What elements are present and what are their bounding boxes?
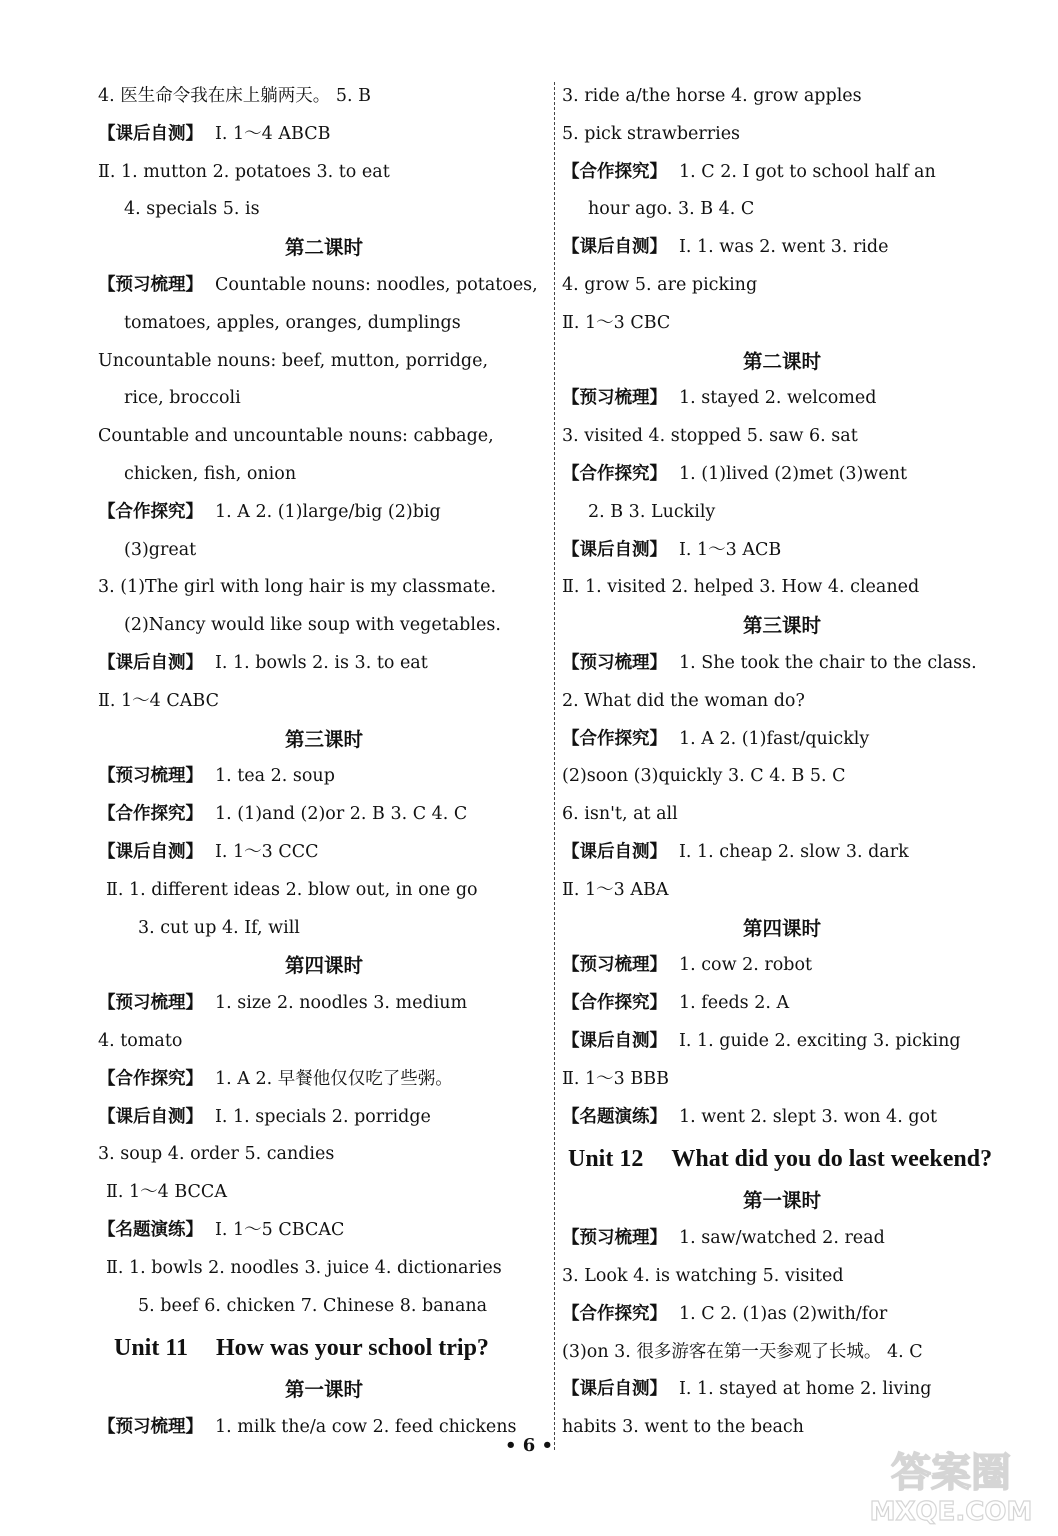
unit-name: What did you do last weekend?	[671, 1146, 993, 1173]
section-line	[562, 1220, 1002, 1258]
unit-title	[562, 1136, 1002, 1182]
section-line	[98, 1061, 550, 1099]
watermark-logo	[856, 1440, 1046, 1530]
answer-line	[98, 532, 550, 570]
answer-line	[98, 1250, 550, 1288]
answer-line	[98, 1136, 550, 1174]
answer-text: Ⅱ. 1. bowls 2. noodles 3. juice 4. dictionaries	[106, 1257, 502, 1278]
answer-text: 1. (1)lived (2)met (3)went	[679, 463, 908, 484]
section-tag: 【合作探究】	[562, 993, 667, 1014]
answer-text: Ⅰ. 1. specials 2. porridge	[215, 1106, 431, 1127]
answer-text: chicken, fish, onion	[124, 463, 297, 484]
answer-text: Ⅱ. 1～4 CABC	[98, 690, 219, 711]
answer-line	[562, 1334, 1002, 1372]
answer-line	[562, 796, 1002, 834]
section-tag: 【课后自测】	[562, 1379, 667, 1400]
section-line	[98, 1099, 550, 1137]
answer-text: 1. feeds 2. A	[679, 993, 790, 1014]
answer-text: (3)great	[124, 539, 197, 560]
answer-text: 1. tea 2. soup	[215, 766, 335, 787]
section-line	[98, 758, 550, 796]
answer-text: 4. 医生命令我在床上躺两天。 5. B	[98, 86, 371, 106]
section-line	[562, 721, 1002, 759]
answer-line	[562, 267, 1002, 305]
answer-text: 4. specials 5. is	[124, 199, 260, 220]
answer-text: 1. (1)and (2)or 2. B 3. C 4. C	[215, 804, 468, 825]
section-line	[562, 645, 1002, 683]
section-line	[98, 796, 550, 834]
answer-text: (3)on 3. 很多游客在第一天参观了长城。 4. C	[562, 1341, 923, 1362]
answer-text: Countable and uncountable nouns: cabbage,	[98, 426, 494, 447]
answer-text: Ⅱ. 1. different ideas 2. blow out, in one go	[106, 879, 478, 900]
section-line	[562, 947, 1002, 985]
page-number: • 6 •	[504, 1435, 554, 1456]
answer-text: 3. Look 4. is watching 5. visited	[562, 1265, 844, 1286]
answer-text: 1. saw/watched 2. read	[679, 1228, 885, 1249]
answer-line	[562, 758, 1002, 796]
answer-text: 1. C 2. I got to school half an	[679, 161, 936, 182]
answer-line	[562, 78, 1002, 116]
answer-text: 6. isn't, at all	[562, 804, 678, 825]
watermark-line2: MXQE.COM	[869, 1497, 1033, 1527]
section-tag: 【合作探究】	[562, 1303, 667, 1324]
answer-text: (2)soon (3)quickly 3. C 4. B 5. C	[562, 766, 846, 787]
answer-text: Countable nouns: noodles, potatoes,	[215, 274, 538, 295]
answer-text: Ⅱ. 1. visited 2. helped 3. How 4. cleaned	[562, 577, 920, 598]
answer-text: 3. (1)The girl with long hair is my classmate.	[98, 577, 497, 598]
answer-text: 3. soup 4. order 5. candies	[98, 1144, 335, 1165]
section-tag: 【预习梳理】	[562, 1228, 667, 1249]
section-tag: 【课后自测】	[562, 237, 667, 258]
section-tag: 【课后自测】	[98, 123, 203, 144]
section-tag: 【课后自测】	[562, 539, 667, 560]
answer-text: 4. grow 5. are picking	[562, 274, 758, 295]
answer-line	[98, 418, 550, 456]
answer-text: Ⅱ. 1～3 BBB	[562, 1068, 669, 1089]
section-tag: 【课后自测】	[562, 1030, 667, 1051]
answer-line	[562, 872, 1002, 910]
answer-text: 3. ride a/the horse 4. grow apples	[562, 86, 862, 106]
answer-text: Ⅰ. 1. stayed at home 2. living	[679, 1379, 932, 1400]
section-tag: 【合作探究】	[562, 161, 667, 182]
answer-text: 1. A 2. (1)fast/quickly	[679, 728, 870, 749]
section-line	[562, 532, 1002, 570]
answer-text: 2. What did the woman do?	[562, 690, 805, 711]
answer-text: 3. cut up 4. If, will	[138, 917, 300, 938]
lesson-heading: 第二课时	[284, 236, 363, 260]
answer-text: Ⅰ. 1～5 CBCAC	[215, 1219, 345, 1240]
answer-line	[98, 154, 550, 192]
section-line	[562, 154, 1002, 192]
answer-text: 5. pick strawberries	[562, 123, 741, 144]
answer-text: 1. C 2. (1)as (2)with/for	[679, 1303, 888, 1324]
answer-text: Ⅰ. 1. was 2. went 3. ride	[679, 237, 889, 258]
section-line	[562, 985, 1002, 1023]
section-tag: 【预习梳理】	[98, 766, 203, 787]
section-tag: 【名题演练】	[98, 1219, 203, 1240]
answer-line	[98, 1023, 550, 1061]
answer-text: 4. tomato	[98, 1030, 183, 1051]
section-tag: 【合作探究】	[98, 501, 203, 522]
answer-line	[98, 1288, 550, 1326]
answer-text: 1. cow 2. robot	[679, 955, 813, 976]
answer-line	[562, 116, 1002, 154]
answer-line	[562, 1258, 1002, 1296]
section-tag: 【课后自测】	[98, 841, 203, 862]
unit-number: Unit 12	[568, 1146, 644, 1173]
section-tag: 【预习梳理】	[98, 1417, 203, 1438]
answer-text: 1. A 2. 早餐他仅仅吃了些粥。	[215, 1068, 453, 1089]
answer-line	[562, 683, 1002, 721]
section-tag: 【预习梳理】	[98, 274, 203, 295]
answer-text: (2)Nancy would like soup with vegetables.	[124, 615, 501, 636]
answer-line	[98, 305, 550, 343]
answer-text: 1. milk the/a cow 2. feed chickens	[215, 1417, 517, 1438]
section-line	[98, 985, 550, 1023]
section-line	[562, 380, 1002, 418]
left-column	[98, 78, 550, 1447]
section-tag: 【名题演练】	[562, 1106, 667, 1127]
answer-text: 1. She took the chair to the class.	[679, 652, 977, 673]
section-tag: 【课后自测】	[98, 1106, 203, 1127]
section-tag: 【合作探究】	[562, 728, 667, 749]
section-line	[562, 1099, 1002, 1137]
lesson-heading: 第一课时	[742, 1189, 821, 1213]
answer-text: 1. A 2. (1)large/big (2)big	[215, 501, 441, 522]
section-line	[98, 494, 550, 532]
section-tag: 【预习梳理】	[562, 652, 667, 673]
section-line	[562, 456, 1002, 494]
answer-line	[98, 1174, 550, 1212]
watermark-line1: 答案圈	[891, 1450, 1011, 1496]
section-line	[562, 229, 1002, 267]
section-tag: 【合作探究】	[98, 804, 203, 825]
section-tag: 【预习梳理】	[562, 388, 667, 409]
section-line	[98, 116, 550, 154]
section-tag: 【预习梳理】	[562, 955, 667, 976]
answer-text: 1. went 2. slept 3. won 4. got	[679, 1106, 938, 1127]
section-tag: 【课后自测】	[562, 841, 667, 862]
answer-line	[562, 191, 1002, 229]
answer-text: Ⅱ. 1～3 ABA	[562, 879, 669, 900]
answer-text: Ⅱ. 1～3 CBC	[562, 312, 671, 333]
answer-text: tomatoes, apples, oranges, dumplings	[124, 312, 461, 333]
section-line	[98, 834, 550, 872]
answer-line	[562, 1061, 1002, 1099]
column-divider	[554, 82, 555, 1450]
answer-text: habits 3. went to the beach	[562, 1417, 804, 1438]
answer-text: rice, broccoli	[124, 388, 241, 409]
section-line	[562, 1023, 1002, 1061]
answer-text: 1. size 2. noodles 3. medium	[215, 993, 468, 1014]
answer-text: Ⅰ. 1～4 ABCB	[215, 123, 331, 144]
unit-number: Unit 11	[114, 1335, 189, 1362]
answer-text: 2. B 3. Luckily	[588, 501, 716, 522]
section-line	[562, 834, 1002, 872]
right-column	[562, 78, 1002, 1447]
lesson-heading: 第四课时	[742, 916, 821, 940]
answer-text: Ⅱ. 1～4 BCCA	[106, 1182, 227, 1203]
answer-line	[562, 305, 1002, 343]
answer-text: 1. stayed 2. welcomed	[679, 388, 877, 409]
answer-line	[98, 380, 550, 418]
answer-text: Uncountable nouns: beef, mutton, porridge,	[98, 350, 489, 371]
answer-line	[98, 683, 550, 721]
section-tag: 【课后自测】	[98, 652, 203, 673]
section-tag: 【预习梳理】	[98, 993, 203, 1014]
lesson-heading: 第三课时	[742, 614, 821, 638]
lesson-heading: 第三课时	[284, 727, 363, 751]
section-tag: 【合作探究】	[562, 463, 667, 484]
answer-text: 3. visited 4. stopped 5. saw 6. sat	[562, 426, 858, 447]
answer-line	[98, 78, 550, 116]
answer-text: Ⅰ. 1. bowls 2. is 3. to eat	[215, 652, 428, 673]
lesson-heading: 第四课时	[284, 954, 363, 978]
section-line	[562, 1371, 1002, 1409]
answer-text: Ⅰ. 1. guide 2. exciting 3. picking	[679, 1030, 961, 1051]
answer-line	[562, 569, 1002, 607]
lesson-heading: 第二课时	[742, 349, 821, 373]
answer-text: 5. beef 6. chicken 7. Chinese 8. banana	[138, 1295, 488, 1316]
answer-text: Ⅰ. 1～3 ACB	[679, 539, 782, 560]
answer-line	[98, 910, 550, 948]
section-line	[98, 1212, 550, 1250]
unit-name: How was your school trip?	[216, 1335, 489, 1362]
answer-line	[98, 569, 550, 607]
answer-text: Ⅰ. 1～3 CCC	[215, 841, 319, 862]
answer-line	[562, 418, 1002, 456]
lesson-heading: 第一课时	[284, 1378, 363, 1402]
section-line	[98, 267, 550, 305]
unit-title	[98, 1325, 550, 1371]
section-line	[98, 645, 550, 683]
answer-line	[98, 872, 550, 910]
answer-text: hour ago. 3. B 4. C	[588, 199, 755, 220]
section-tag: 【合作探究】	[98, 1068, 203, 1089]
answer-line	[562, 494, 1002, 532]
answer-text: Ⅰ. 1. cheap 2. slow 3. dark	[679, 841, 909, 862]
answer-line	[98, 343, 550, 381]
answer-line	[98, 607, 550, 645]
answer-text: Ⅱ. 1. mutton 2. potatoes 3. to eat	[98, 161, 390, 182]
section-line	[562, 1296, 1002, 1334]
answer-line	[98, 191, 550, 229]
answer-line	[98, 456, 550, 494]
